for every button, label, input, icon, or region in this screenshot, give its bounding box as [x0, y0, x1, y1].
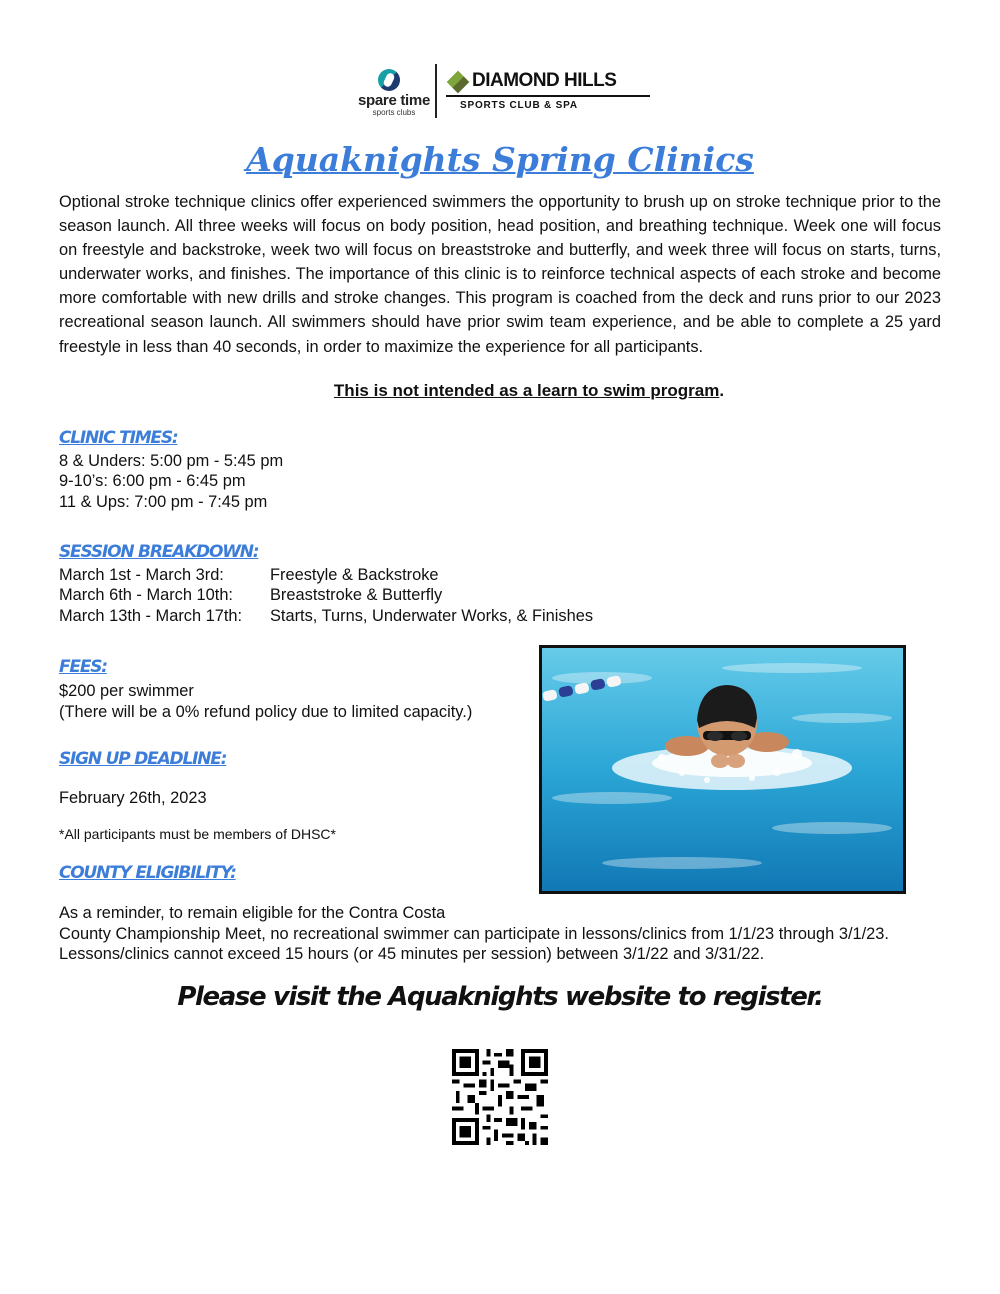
deadline-date: February 26th, 2023 [59, 789, 207, 807]
diamond-hills-rule [446, 95, 650, 97]
fee-price: $200 per swimmer [59, 682, 194, 700]
notice-period: . [719, 381, 725, 400]
deadline-heading: SIGN UP DEADLINE: [59, 749, 227, 769]
diamond-hills-sub: SPORTS CLUB & SPA [460, 100, 578, 111]
register-cta: Please visit the Aquaknights website to register. [177, 982, 823, 1012]
intro-paragraph: Optional stroke technique clinics offer experienced swimmers the opportunity to brush up on stroke technique prior to the season launch. All three weeks will focus on body position, head position, and breathing technique. Week one will focus on freestyle and backstroke, week two will focus on breaststroke and butterfly, and week three will focus on starts, turns, underwater works, and finishes. The importance of this clinic is to reinforce technical aspects of each stroke and become more comfortable with new drills and stroke changes. This program is coached from the deck and runs prior to our 2023 recreational season launch. All swimmers should have prior swim team experience, and be able to complete a 25 yard freestyle in less than 40 seconds, in order to maximize the experience for all participants. [59, 193, 941, 356]
county-line-2: County Championship Meet, no recreational swimmer can participate in lessons/clinics from 1/1/23 through 3/1/23. Lessons/clinics cannot exceed 15 hours (or 45 minutes per session) between 3/1/22 and 3/31/22. [59, 924, 889, 963]
session-breakdown-heading: SESSION BREAKDOWN: [59, 542, 259, 562]
spare-time-sub: sports clubs [372, 108, 416, 117]
swimmer-illustration [542, 648, 903, 891]
membership-note: *All participants must be members of DHSC* [59, 826, 336, 842]
session-focus: Breaststroke & Butterfly [270, 586, 443, 604]
clinic-time-item: 9-10’s: 6:00 pm - 6:45 pm [59, 472, 246, 490]
header-logos [340, 62, 660, 122]
session-focus: Freestyle & Backstroke [270, 566, 439, 584]
spare-time-name: spare time [357, 92, 431, 109]
swimmer-photo [539, 645, 906, 894]
clinic-time-item: 11 & Ups: 7:00 pm - 7:45 pm [59, 493, 268, 511]
session-dates: March 13th - March 17th: [59, 607, 243, 625]
notice-text: This is not intended as a learn to swim program [333, 381, 720, 400]
county-text [59, 903, 939, 965]
spare-time-logo [348, 66, 430, 118]
notice [0, 381, 1000, 401]
spare-time-swirl-icon [378, 69, 400, 91]
session-dates: March 1st - March 3rd: [59, 566, 224, 584]
session-dates: March 6th - March 10th: [59, 586, 233, 604]
qr-code[interactable] [452, 1049, 548, 1145]
logo-divider [435, 64, 437, 118]
county-line-1: As a reminder, to remain eligible for the Contra Costa [59, 904, 446, 922]
clinic-time-item: 8 & Unders: 5:00 pm - 5:45 pm [59, 452, 284, 470]
county-heading: COUNTY ELIGIBILITY: [59, 863, 236, 883]
diamond-icon [447, 71, 470, 94]
diamond-hills-name: DIAMOND HILLS [472, 70, 617, 91]
clinic-times-heading: CLINIC TIMES: [59, 428, 178, 448]
fee-refund-policy: (There will be a 0% refund policy due to limited capacity.) [59, 703, 473, 721]
session-focus: Starts, Turns, Underwater Works, & Finishes [270, 607, 594, 625]
diamond-hills-logo [446, 68, 650, 112]
fees-heading: FEES: [59, 657, 107, 677]
page-title: Aquaknights Spring Clinics [246, 140, 754, 179]
